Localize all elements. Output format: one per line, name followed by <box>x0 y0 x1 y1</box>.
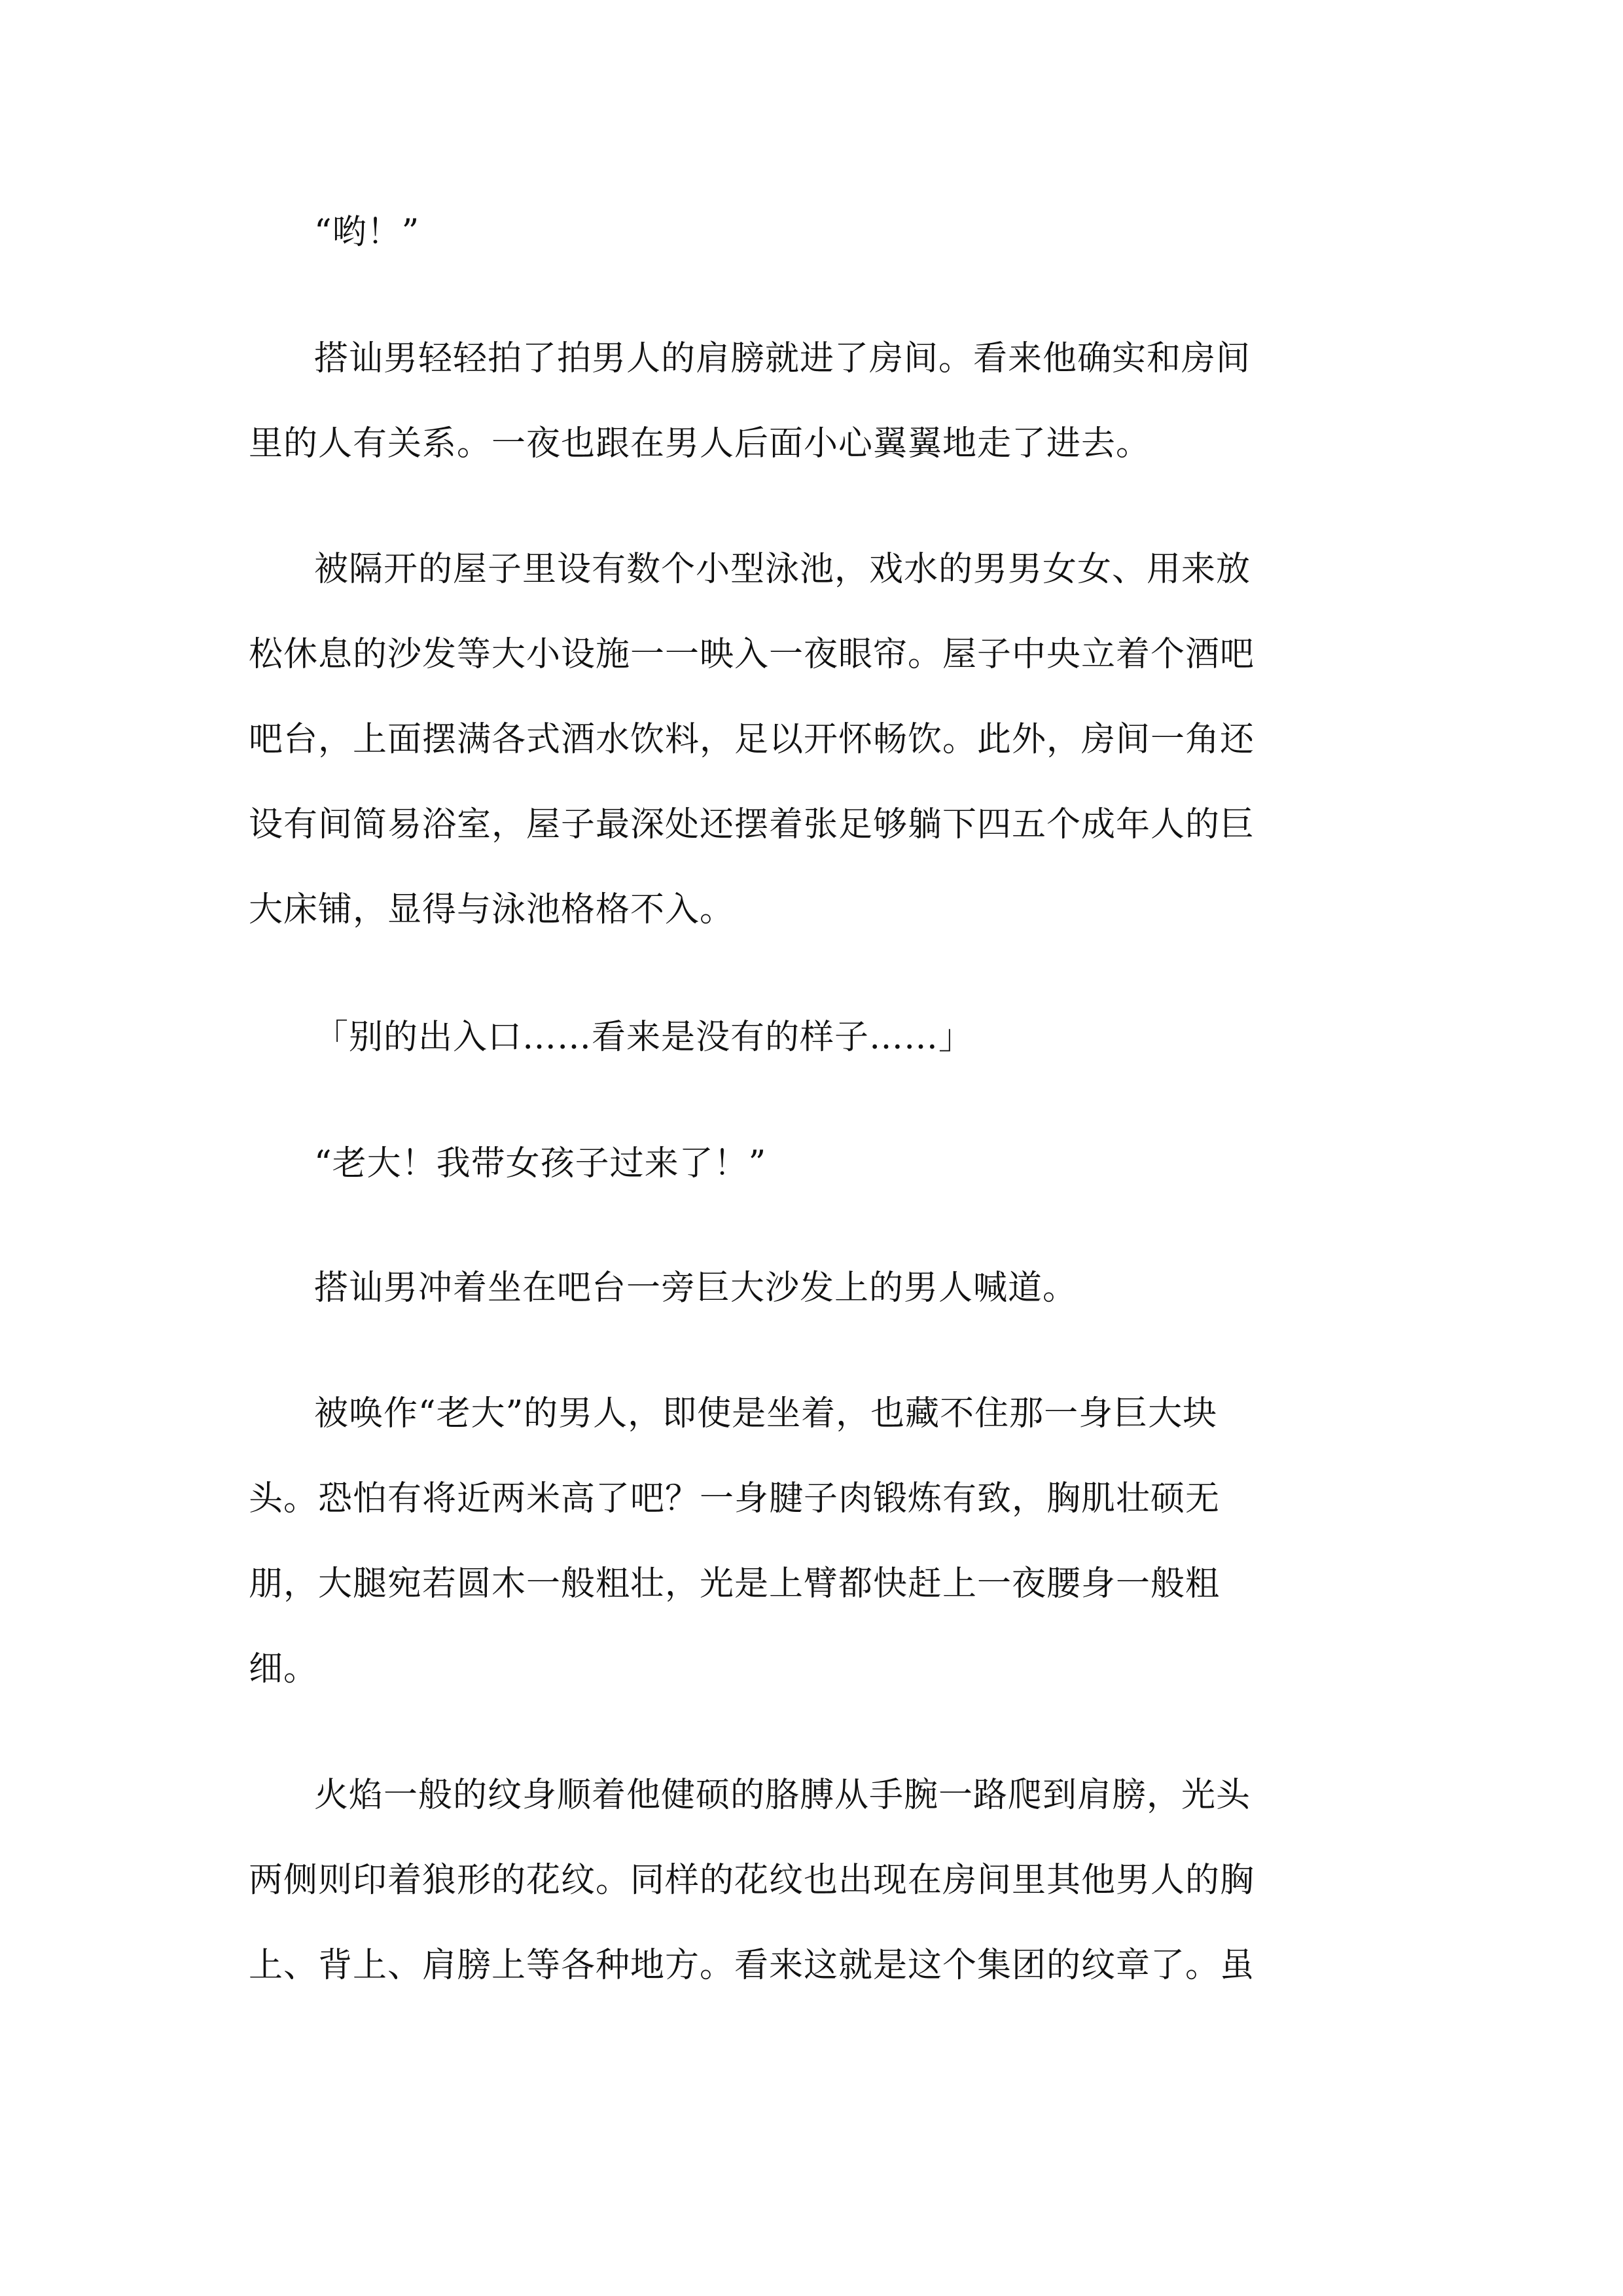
dialogue-line-boss: “老大！我带女孩子过来了！” <box>314 1144 767 1183</box>
paragraph-2-line-3: 吧台，上面摆满各式酒水饮料，足以开怀畅饮。此外，房间一角还 <box>249 720 1255 759</box>
dialogue-line-yo: “哟！” <box>314 213 420 252</box>
paragraph-5-line-1: 火焰一般的纹身顺着他健硕的胳膊从手腕一路爬到肩膀，光头 <box>314 1776 1251 1815</box>
paragraph-3-line-1: 搭讪男冲着坐在吧台一旁巨大沙发上的男人喊道。 <box>314 1268 1078 1308</box>
paragraph-1-line-1: 搭讪男轻轻拍了拍男人的肩膀就进了房间。看来他确实和房间 <box>314 339 1251 378</box>
paragraph-4-line-2: 头。恐怕有将近两米高了吧？一身腱子肉锻炼有致，胸肌壮硕无 <box>249 1479 1221 1518</box>
paragraph-2-line-2: 松休息的沙发等大小设施一一映入一夜眼帘。屋子中央立着个酒吧 <box>249 635 1255 674</box>
paragraph-2-line-1: 被隔开的屋子里设有数个小型泳池，戏水的男男女女、用来放 <box>314 550 1251 589</box>
paragraph-2-line-4: 设有间简易浴室，屋子最深处还摆着张足够躺下四五个成年人的巨 <box>249 805 1255 844</box>
paragraph-1-line-2: 里的人有关系。一夜也跟在男人后面小心翼翼地走了进去。 <box>249 424 1151 463</box>
paragraph-5-line-3: 上、背上、肩膀上等各种地方。看来这就是这个集团的纹章了。虽 <box>249 1946 1255 1985</box>
paragraph-2-line-5: 大床铺，显得与泳池格格不入。 <box>249 890 735 929</box>
paragraph-5-line-2: 两侧则印着狼形的花纹。同样的花纹也出现在房间里其他男人的胸 <box>249 1861 1255 1900</box>
paragraph-4-line-3: 朋，大腿宛若圆木一般粗壮，光是上臂都快赶上一夜腰身一般粗 <box>249 1564 1221 1604</box>
paragraph-4-line-4: 细。 <box>249 1649 319 1689</box>
thought-line-exits: 「别的出入口……看来是没有的样子……」 <box>314 1018 974 1057</box>
paragraph-4-line-1: 被唤作“老大”的男人，即使是坐着，也藏不住那一身巨大块 <box>314 1394 1218 1433</box>
